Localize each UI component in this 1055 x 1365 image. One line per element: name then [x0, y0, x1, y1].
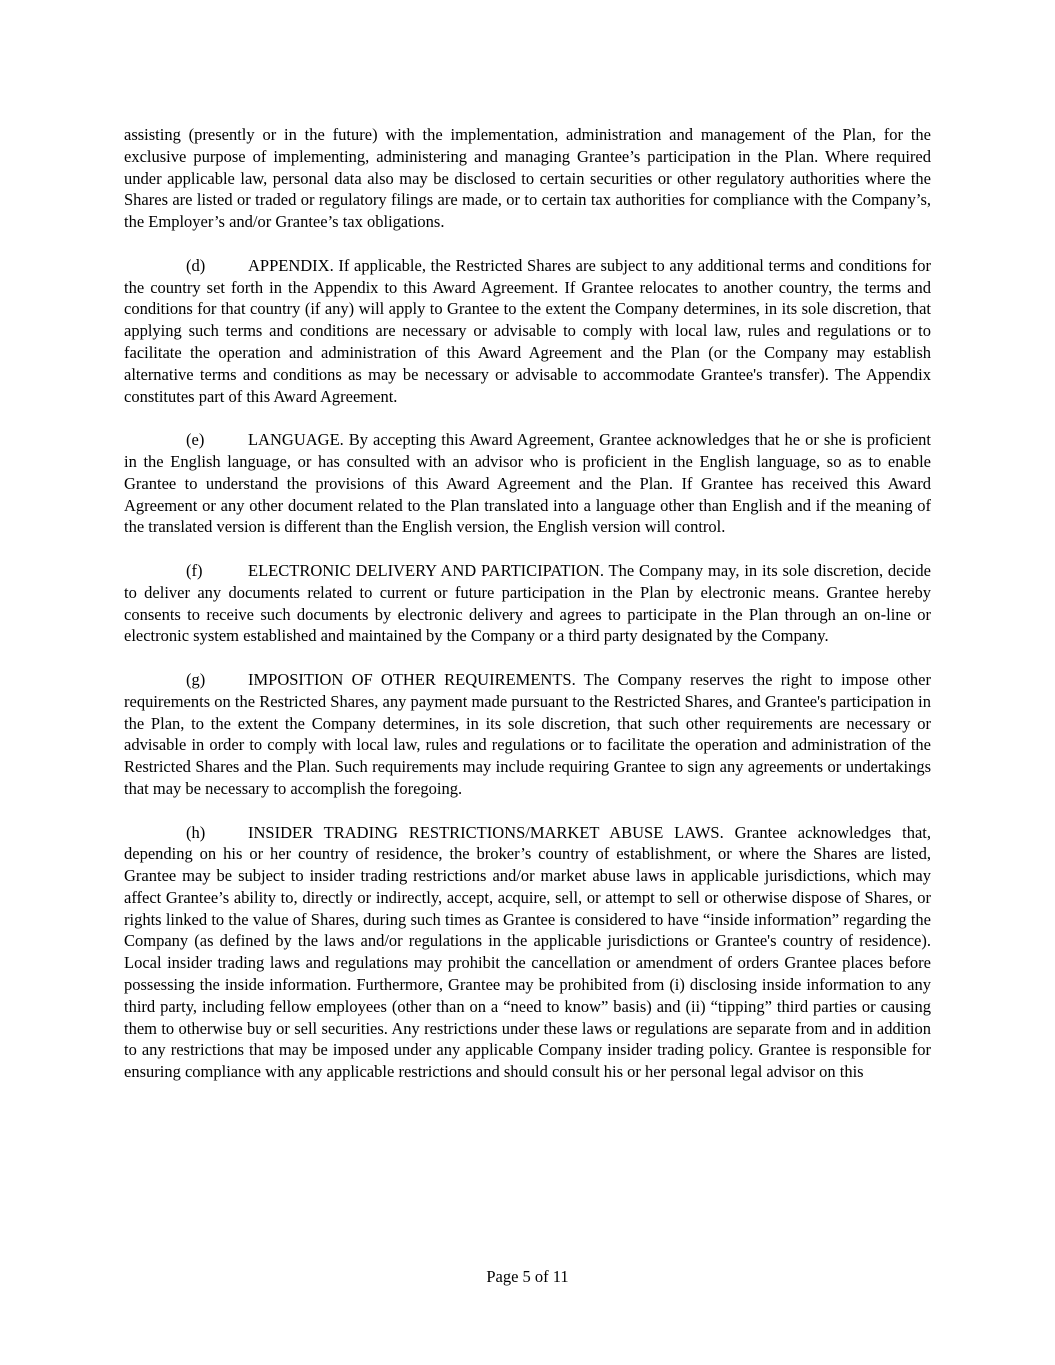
page-number-footer: Page 5 of 11 — [486, 1267, 569, 1286]
section-heading: APPENDIX. — [248, 255, 334, 275]
section-h-insider-trading — [124, 822, 931, 1084]
section-text: By accepting this Award Agreement, Grantee acknowledges that he or she is proficient in the English language, or has consulted with an advisor who is proficient in the English language, so as to enable Grantee to understand the provisions of this Award Agreement and the Plan. If Grantee has received this Award Agreement or any other document related to the Plan translated into a language other than English and if the meaning of the translated version is different than the English version, the English version will control. — [124, 430, 931, 537]
section-f-electronic-delivery — [124, 560, 931, 647]
section-heading: ELECTRONIC DELIVERY AND PARTICIPATION. — [248, 560, 604, 580]
paragraph-continuation: assisting (presently or in the future) with the implementation, administration and management of the Plan, for the exclusive purpose of implementing, administering and managing Grantee’s participation in the Plan. Where required under applicable law, personal data also may be disclosed to certain securities or other regulatory authorities where the Shares are listed or traded or regulatory filings are made, or to certain tax authorities for compliance with the Company’s, the Employer’s and/or Grantee’s tax obligations. — [124, 125, 931, 232]
section-text: If applicable, the Restricted Shares are subject to any additional terms and conditions for the country set forth in the Appendix to this Award Agreement. If Grantee relocates to another country, the terms and conditions for that country (if any) will apply to Grantee to the extent the Company determines, in its sole discretion, that applying such terms and conditions are necessary or advisable to comply with local law, rules and regulations or to facilitate the operation and administration of this Award Agreement and the Plan (or the Company may establish alternative terms and conditions as may be necessary or advisable to accommodate Grantee's transfer). The Appendix constitutes part of this Award Agreement. — [124, 255, 931, 406]
section-text: The Company may, in its sole discretion, decide to deliver any documents related to current or future participation in the Plan by electronic means. Grantee hereby consents to receive such documents by electronic delivery and agrees to participate in the Plan through an on-line or electronic system established and maintained by the Company or a third party designated by the Company. — [124, 560, 931, 646]
section-heading: IMPOSITION OF OTHER REQUIREMENTS. — [248, 669, 576, 689]
section-label: (g) — [186, 669, 206, 689]
section-label: (f) — [186, 560, 203, 580]
section-label: (h) — [186, 822, 206, 842]
section-label: (e) — [186, 430, 205, 450]
section-g-other-requirements — [124, 669, 931, 800]
document-body — [124, 124, 931, 1105]
section-label: (d) — [186, 255, 206, 275]
section-text: The Company reserves the right to impose other requirements on the Restricted Shares, any payment made pursuant to the Restricted Shares, and Grantee's participation in the Plan, to the extent the Company determines, in its sole discretion, that such other requirements are necessary or advisable in order to comply with local law, rules and regulations or to facilitate the operation and administration of the Restricted Shares and the Plan. Such requirements may include requiring Grantee to sign any agreements or undertakings that may be necessary to accomplish the foregoing. — [124, 669, 931, 798]
section-heading: LANGUAGE. — [248, 430, 344, 450]
section-heading: INSIDER TRADING RESTRICTIONS/MARKET ABUSE LAWS. — [248, 822, 724, 842]
section-d-appendix — [124, 255, 931, 408]
section-e-language — [124, 429, 931, 538]
section-text: Grantee acknowledges that, depending on his or her country of residence, the broker’s country of establishment, or where the Shares are listed, Grantee may be subject to insider trading restrictions and/or market abuse laws in applicable jurisdictions, which may affect Grantee’s ability to, directly or indirectly, accept, acquire, sell, or attempt to sell or otherwise dispose of Shares, or rights linked to the value of Shares, during such times as Grantee is considered to have “inside information” regarding the Company (as defined by the laws and/or regulations in the applicable jurisdictions or Grantee's country of residence). Local insider trading laws and regulations may prohibit the cancellation or amendment of orders Grantee places before possessing the inside information. Furthermore, Grantee may be prohibited from (i) disclosing inside information to any third party, including fellow employees (other than on a “need to know” basis) and (ii) “tipping” third parties or causing them to otherwise buy or sell securities. Any restrictions under these laws or regulations are separate from and in addition to any restrictions that may be imposed under any applicable Company insider trading policy. Grantee is responsible for ensuring compliance with any applicable restrictions and should consult his or her personal legal advisor on this — [124, 822, 931, 1082]
